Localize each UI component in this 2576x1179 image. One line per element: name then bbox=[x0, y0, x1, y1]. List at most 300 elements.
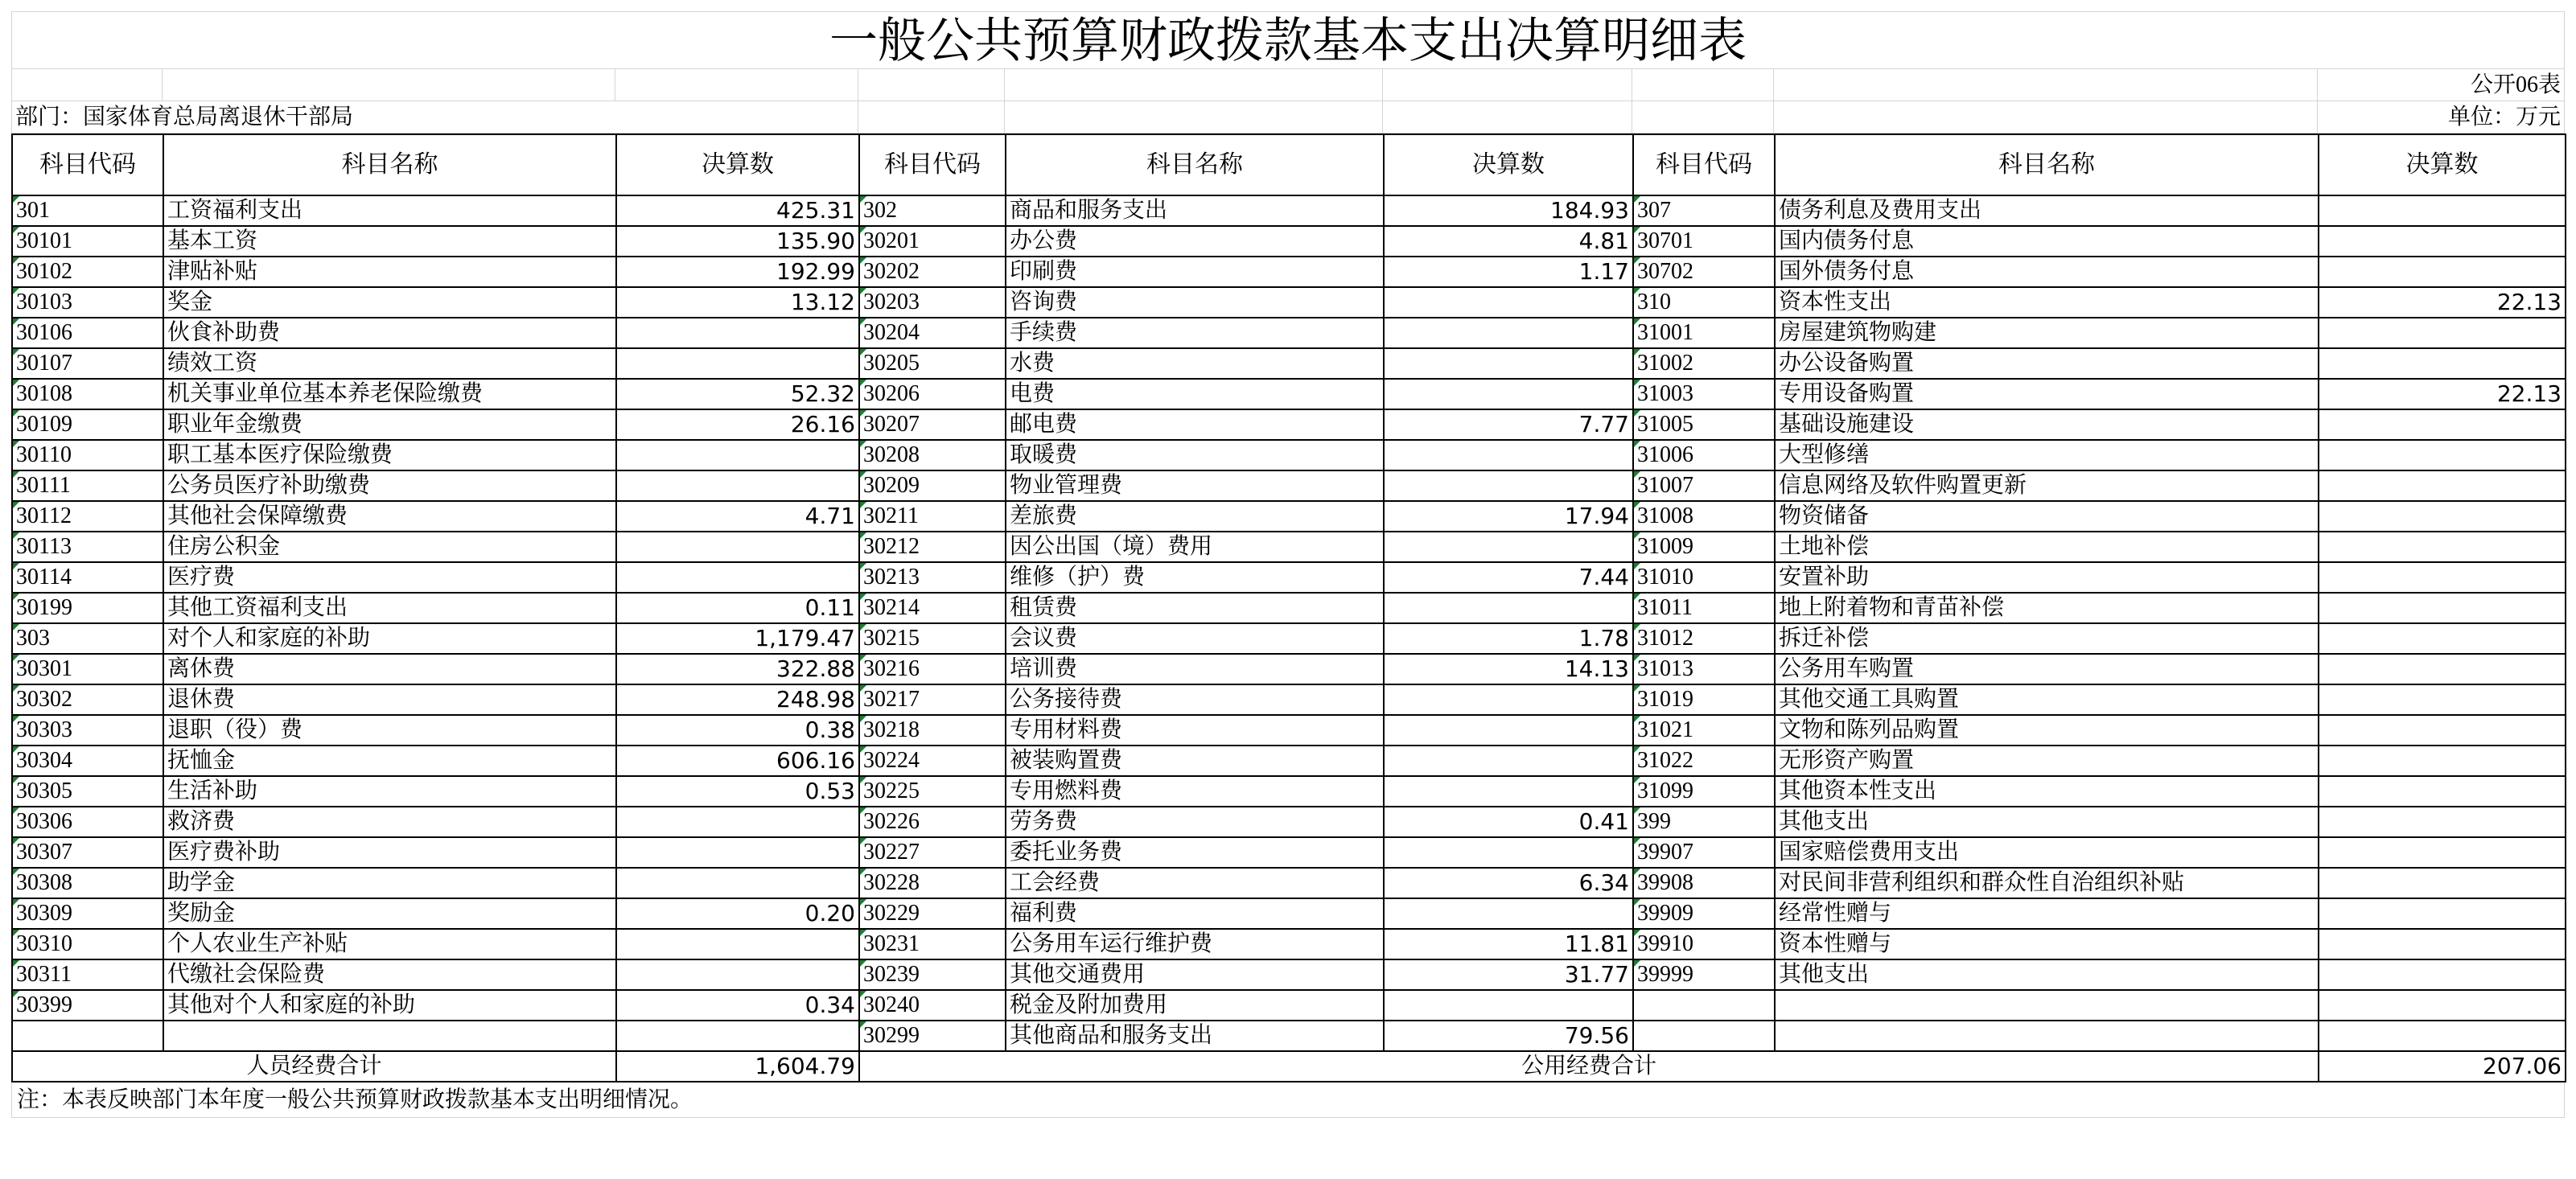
cell-code[interactable]: 30111 bbox=[12, 470, 163, 501]
cell-name[interactable]: 被装购置费 bbox=[1006, 746, 1384, 776]
cell-name[interactable]: 奖金 bbox=[163, 287, 616, 318]
cell-name[interactable]: 取暖费 bbox=[1006, 440, 1384, 470]
cell-amount[interactable]: 192.99 bbox=[616, 257, 859, 287]
cell-name[interactable]: 公务用车运行维护费 bbox=[1006, 929, 1384, 959]
cell-amount[interactable]: 1,179.47 bbox=[616, 623, 859, 654]
cell-name[interactable]: 国家赔偿费用支出 bbox=[1775, 837, 2319, 868]
cell-amount[interactable] bbox=[1384, 379, 1633, 409]
cell-amount[interactable]: 425.31 bbox=[616, 195, 859, 226]
cell-amount[interactable] bbox=[2319, 959, 2566, 990]
table-row bbox=[12, 868, 2566, 898]
table-row bbox=[12, 776, 2566, 807]
cell-code[interactable]: 31013 bbox=[1633, 654, 1775, 684]
cell-name[interactable]: 房屋建筑物购建 bbox=[1775, 318, 2319, 348]
table-row bbox=[12, 501, 2566, 532]
cell-code[interactable]: 30228 bbox=[859, 868, 1006, 898]
cell-name[interactable]: 其他支出 bbox=[1775, 959, 2319, 990]
cell-code[interactable]: 30211 bbox=[859, 501, 1006, 532]
cell-name[interactable]: 资本性赠与 bbox=[1775, 929, 2319, 959]
cell-name[interactable]: 专用燃料费 bbox=[1006, 776, 1384, 807]
cell-name[interactable]: 工会经费 bbox=[1006, 868, 1384, 898]
header-cell: 决算数 bbox=[1384, 134, 1633, 195]
cell-amount[interactable]: 0.38 bbox=[616, 715, 859, 746]
cell-amount[interactable] bbox=[2319, 318, 2566, 348]
cell-amount[interactable] bbox=[1384, 318, 1633, 348]
cell-amount[interactable] bbox=[2319, 684, 2566, 715]
cell-name[interactable]: 基础设施建设 bbox=[1775, 409, 2319, 440]
cell-code[interactable]: 30239 bbox=[859, 959, 1006, 990]
cell-code[interactable]: 31019 bbox=[1633, 684, 1775, 715]
cell-amount[interactable] bbox=[616, 532, 859, 562]
cell-name[interactable]: 绩效工资 bbox=[163, 348, 616, 379]
cell-name[interactable]: 退职（役）费 bbox=[163, 715, 616, 746]
cell-code[interactable]: 30110 bbox=[12, 440, 163, 470]
cell-code[interactable]: 39907 bbox=[1633, 837, 1775, 868]
cell-code[interactable]: 30302 bbox=[12, 684, 163, 715]
cell-amount[interactable]: 14.13 bbox=[1384, 654, 1633, 684]
cell-amount[interactable]: 1.78 bbox=[1384, 623, 1633, 654]
cell-name[interactable]: 其他资本性支出 bbox=[1775, 776, 2319, 807]
cell-name[interactable]: 离休费 bbox=[163, 654, 616, 684]
header-cell: 科目代码 bbox=[12, 134, 163, 195]
cell-amount[interactable] bbox=[2319, 623, 2566, 654]
cell-name[interactable]: 债务利息及费用支出 bbox=[1775, 195, 2319, 226]
cell-name[interactable]: 工资福利支出 bbox=[163, 195, 616, 226]
cell-amount[interactable]: 26.16 bbox=[616, 409, 859, 440]
cell-name[interactable]: 对民间非营利组织和群众性自治组织补贴 bbox=[1775, 868, 2319, 898]
cell-code[interactable]: 30307 bbox=[12, 837, 163, 868]
cell-code[interactable]: 30203 bbox=[859, 287, 1006, 318]
cell-code[interactable]: 30240 bbox=[859, 990, 1006, 1021]
cell-name[interactable]: 救济费 bbox=[163, 807, 616, 837]
cell-code[interactable]: 30112 bbox=[12, 501, 163, 532]
public-total-value: 207.06 bbox=[2319, 1051, 2566, 1082]
cell-amount[interactable] bbox=[1384, 684, 1633, 715]
cell-code[interactable]: 30217 bbox=[859, 684, 1006, 715]
cell-name[interactable]: 手续费 bbox=[1006, 318, 1384, 348]
cell-amount[interactable] bbox=[2319, 532, 2566, 562]
cell-code[interactable]: 30299 bbox=[859, 1021, 1006, 1051]
cell-code[interactable]: 30305 bbox=[12, 776, 163, 807]
cell-name[interactable]: 退休费 bbox=[163, 684, 616, 715]
cell-amount[interactable] bbox=[616, 318, 859, 348]
cell-name[interactable] bbox=[1775, 1021, 2319, 1051]
cell-name[interactable]: 培训费 bbox=[1006, 654, 1384, 684]
public-total-label: 公用经费合计 bbox=[859, 1051, 2319, 1082]
cell-name[interactable]: 信息网络及软件购置更新 bbox=[1775, 470, 2319, 501]
cell-amount[interactable] bbox=[2319, 470, 2566, 501]
cell-code[interactable]: 30306 bbox=[12, 807, 163, 837]
table-row bbox=[12, 746, 2566, 776]
table-row bbox=[12, 532, 2566, 562]
cell-amount[interactable]: 7.77 bbox=[1384, 409, 1633, 440]
header-cell: 科目代码 bbox=[859, 134, 1006, 195]
cell-amount[interactable] bbox=[1384, 715, 1633, 746]
cell-code[interactable]: 30701 bbox=[1633, 226, 1775, 257]
cell-amount[interactable] bbox=[2319, 929, 2566, 959]
cell-name[interactable]: 医疗费补助 bbox=[163, 837, 616, 868]
cell-amount[interactable] bbox=[616, 562, 859, 593]
table-row bbox=[12, 1021, 2566, 1051]
cell-name[interactable]: 其他对个人和家庭的补助 bbox=[163, 990, 616, 1021]
cell-amount[interactable]: 184.93 bbox=[1384, 195, 1633, 226]
cell-code[interactable]: 303 bbox=[12, 623, 163, 654]
cell-name[interactable]: 电费 bbox=[1006, 379, 1384, 409]
cell-name[interactable]: 委托业务费 bbox=[1006, 837, 1384, 868]
cell-amount[interactable] bbox=[2319, 440, 2566, 470]
cell-name[interactable]: 公务用车购置 bbox=[1775, 654, 2319, 684]
cell-amount[interactable] bbox=[616, 807, 859, 837]
cell-name[interactable]: 维修（护）费 bbox=[1006, 562, 1384, 593]
header-cell: 决算数 bbox=[2319, 134, 2566, 195]
cell-amount[interactable] bbox=[2319, 195, 2566, 226]
cell-amount[interactable]: 31.77 bbox=[1384, 959, 1633, 990]
cell-amount[interactable]: 22.13 bbox=[2319, 287, 2566, 318]
cell-name[interactable]: 其他商品和服务支出 bbox=[1006, 1021, 1384, 1051]
cell-amount[interactable]: 52.32 bbox=[616, 379, 859, 409]
cell-name[interactable]: 商品和服务支出 bbox=[1006, 195, 1384, 226]
cell-code[interactable]: 30308 bbox=[12, 868, 163, 898]
cell-code[interactable]: 31009 bbox=[1633, 532, 1775, 562]
table-row bbox=[12, 593, 2566, 623]
unit-label: 单位：万元 bbox=[2318, 101, 2565, 134]
totals-row bbox=[12, 1051, 2566, 1082]
cell-amount[interactable] bbox=[616, 868, 859, 898]
cell-code[interactable]: 30103 bbox=[12, 287, 163, 318]
table-row bbox=[12, 898, 2566, 929]
cell-code[interactable]: 31021 bbox=[1633, 715, 1775, 746]
cell-amount[interactable] bbox=[2319, 837, 2566, 868]
cell-code[interactable]: 30231 bbox=[859, 929, 1006, 959]
cell-name[interactable]: 土地补偿 bbox=[1775, 532, 2319, 562]
cell-name[interactable]: 职业年金缴费 bbox=[163, 409, 616, 440]
expense-table bbox=[11, 134, 2566, 1082]
personnel-total-label: 人员经费合计 bbox=[12, 1051, 616, 1082]
cell-code[interactable]: 30113 bbox=[12, 532, 163, 562]
table-row bbox=[12, 226, 2566, 257]
cell-amount[interactable]: 0.20 bbox=[616, 898, 859, 929]
cell-code[interactable]: 31001 bbox=[1633, 318, 1775, 348]
cell-code[interactable]: 30227 bbox=[859, 837, 1006, 868]
cell-amount[interactable] bbox=[1384, 990, 1633, 1021]
cell-name[interactable]: 专用设备购置 bbox=[1775, 379, 2319, 409]
cell-code[interactable]: 30225 bbox=[859, 776, 1006, 807]
table-row bbox=[12, 715, 2566, 746]
cell-name[interactable]: 福利费 bbox=[1006, 898, 1384, 929]
table-row bbox=[12, 348, 2566, 379]
cell-amount[interactable] bbox=[1384, 837, 1633, 868]
header-row bbox=[12, 134, 2566, 195]
meta-row bbox=[11, 101, 2565, 134]
cell-amount[interactable] bbox=[616, 440, 859, 470]
cell-code[interactable]: 31006 bbox=[1633, 440, 1775, 470]
cell-name[interactable]: 劳务费 bbox=[1006, 807, 1384, 837]
cell-name[interactable]: 地上附着物和青苗补偿 bbox=[1775, 593, 2319, 623]
cell-name[interactable]: 助学金 bbox=[163, 868, 616, 898]
cell-amount[interactable] bbox=[2319, 654, 2566, 684]
table-row bbox=[12, 257, 2566, 287]
cell-amount[interactable] bbox=[1384, 440, 1633, 470]
cell-amount[interactable] bbox=[1384, 287, 1633, 318]
spreadsheet bbox=[11, 11, 2565, 1118]
cell-name[interactable]: 大型修缮 bbox=[1775, 440, 2319, 470]
cell-amount[interactable] bbox=[2319, 409, 2566, 440]
cell-code[interactable]: 30212 bbox=[859, 532, 1006, 562]
cell-code[interactable]: 31002 bbox=[1633, 348, 1775, 379]
cell-name[interactable]: 住房公积金 bbox=[163, 532, 616, 562]
table-row bbox=[12, 318, 2566, 348]
cell-name[interactable]: 税金及附加费用 bbox=[1006, 990, 1384, 1021]
cell-code[interactable]: 30109 bbox=[12, 409, 163, 440]
cell-amount[interactable] bbox=[1384, 593, 1633, 623]
header-cell: 科目名称 bbox=[1775, 134, 2319, 195]
cell-code[interactable]: 30107 bbox=[12, 348, 163, 379]
cell-name[interactable]: 差旅费 bbox=[1006, 501, 1384, 532]
cell-amount[interactable] bbox=[616, 837, 859, 868]
cell-code[interactable]: 30304 bbox=[12, 746, 163, 776]
cell-code[interactable]: 30399 bbox=[12, 990, 163, 1021]
cell-amount[interactable] bbox=[616, 959, 859, 990]
cell-amount[interactable]: 248.98 bbox=[616, 684, 859, 715]
table-row bbox=[12, 287, 2566, 318]
cell-amount[interactable]: 7.44 bbox=[1384, 562, 1633, 593]
cell-amount[interactable] bbox=[1384, 532, 1633, 562]
cell-code[interactable]: 30199 bbox=[12, 593, 163, 623]
cell-name[interactable]: 邮电费 bbox=[1006, 409, 1384, 440]
department-label: 部门：国家体育总局离退休干部局 bbox=[11, 101, 858, 134]
cell-code[interactable]: 31010 bbox=[1633, 562, 1775, 593]
cell-code[interactable]: 30215 bbox=[859, 623, 1006, 654]
cell-amount[interactable]: 0.11 bbox=[616, 593, 859, 623]
cell-code[interactable]: 30301 bbox=[12, 654, 163, 684]
cell-amount[interactable] bbox=[1384, 746, 1633, 776]
cell-name[interactable] bbox=[163, 1021, 616, 1051]
cell-code[interactable]: 31007 bbox=[1633, 470, 1775, 501]
cell-code[interactable]: 30209 bbox=[859, 470, 1006, 501]
cell-name[interactable]: 公务接待费 bbox=[1006, 684, 1384, 715]
cell-name[interactable]: 其他交通工具购置 bbox=[1775, 684, 2319, 715]
cell-amount[interactable]: 0.34 bbox=[616, 990, 859, 1021]
cell-name[interactable]: 生活补助 bbox=[163, 776, 616, 807]
cell-name[interactable]: 其他社会保障缴费 bbox=[163, 501, 616, 532]
table-row bbox=[12, 409, 2566, 440]
cell-name[interactable]: 奖励金 bbox=[163, 898, 616, 929]
cell-name[interactable]: 伙食补助费 bbox=[163, 318, 616, 348]
cell-amount[interactable] bbox=[616, 470, 859, 501]
form-number-row bbox=[11, 69, 2565, 101]
cell-code[interactable]: 31012 bbox=[1633, 623, 1775, 654]
cell-code[interactable]: 30101 bbox=[12, 226, 163, 257]
cell-code[interactable]: 30311 bbox=[12, 959, 163, 990]
table-row bbox=[12, 684, 2566, 715]
cell-name[interactable]: 咨询费 bbox=[1006, 287, 1384, 318]
cell-amount[interactable]: 17.94 bbox=[1384, 501, 1633, 532]
cell-name[interactable]: 其他交通费用 bbox=[1006, 959, 1384, 990]
cell-amount[interactable] bbox=[1384, 470, 1633, 501]
cell-code[interactable]: 30226 bbox=[859, 807, 1006, 837]
cell-name[interactable]: 个人农业生产补贴 bbox=[163, 929, 616, 959]
table-title: 一般公共预算财政拨款基本支出决算明细表 bbox=[11, 11, 2565, 69]
cell-code[interactable]: 30303 bbox=[12, 715, 163, 746]
cell-amount[interactable] bbox=[2319, 898, 2566, 929]
cell-amount[interactable] bbox=[1384, 898, 1633, 929]
cell-name[interactable]: 印刷费 bbox=[1006, 257, 1384, 287]
cell-amount[interactable] bbox=[2319, 746, 2566, 776]
cell-amount[interactable] bbox=[2319, 776, 2566, 807]
cell-amount[interactable]: 4.81 bbox=[1384, 226, 1633, 257]
cell-code[interactable]: 39910 bbox=[1633, 929, 1775, 959]
cell-code[interactable]: 31005 bbox=[1633, 409, 1775, 440]
cell-code[interactable]: 30108 bbox=[12, 379, 163, 409]
cell-amount[interactable] bbox=[2319, 715, 2566, 746]
cell-code[interactable]: 30204 bbox=[859, 318, 1006, 348]
cell-amount[interactable] bbox=[2319, 807, 2566, 837]
cell-code[interactable]: 399 bbox=[1633, 807, 1775, 837]
cell-code[interactable] bbox=[1633, 1021, 1775, 1051]
cell-amount[interactable]: 606.16 bbox=[616, 746, 859, 776]
table-row bbox=[12, 623, 2566, 654]
cell-code[interactable]: 30206 bbox=[859, 379, 1006, 409]
cell-amount[interactable] bbox=[2319, 501, 2566, 532]
cell-code[interactable]: 30229 bbox=[859, 898, 1006, 929]
cell-code[interactable]: 31099 bbox=[1633, 776, 1775, 807]
cell-code[interactable]: 30208 bbox=[859, 440, 1006, 470]
cell-name[interactable]: 无形资产购置 bbox=[1775, 746, 2319, 776]
cell-name[interactable]: 拆迁补偿 bbox=[1775, 623, 2319, 654]
cell-amount[interactable]: 4.71 bbox=[616, 501, 859, 532]
cell-name[interactable]: 国外债务付息 bbox=[1775, 257, 2319, 287]
cell-code[interactable]: 301 bbox=[12, 195, 163, 226]
cell-code[interactable]: 30201 bbox=[859, 226, 1006, 257]
cell-name[interactable]: 津贴补贴 bbox=[163, 257, 616, 287]
cell-amount[interactable]: 1.17 bbox=[1384, 257, 1633, 287]
cell-name[interactable]: 对个人和家庭的补助 bbox=[163, 623, 616, 654]
cell-name[interactable]: 办公费 bbox=[1006, 226, 1384, 257]
cell-amount[interactable] bbox=[2319, 990, 2566, 1021]
cell-amount[interactable] bbox=[2319, 593, 2566, 623]
cell-code[interactable]: 31003 bbox=[1633, 379, 1775, 409]
cell-code[interactable]: 30213 bbox=[859, 562, 1006, 593]
cell-amount[interactable] bbox=[2319, 562, 2566, 593]
cell-code[interactable]: 30702 bbox=[1633, 257, 1775, 287]
cell-code[interactable]: 302 bbox=[859, 195, 1006, 226]
cell-amount[interactable] bbox=[616, 348, 859, 379]
cell-name[interactable]: 职工基本医疗保险缴费 bbox=[163, 440, 616, 470]
cell-code[interactable]: 30216 bbox=[859, 654, 1006, 684]
cell-amount[interactable]: 11.81 bbox=[1384, 929, 1633, 959]
cell-name[interactable]: 国内债务付息 bbox=[1775, 226, 2319, 257]
cell-amount[interactable]: 22.13 bbox=[2319, 379, 2566, 409]
cell-name[interactable]: 其他支出 bbox=[1775, 807, 2319, 837]
cell-name[interactable] bbox=[1775, 990, 2319, 1021]
cell-code[interactable]: 39999 bbox=[1633, 959, 1775, 990]
cell-code[interactable]: 30106 bbox=[12, 318, 163, 348]
header-cell: 科目名称 bbox=[1006, 134, 1384, 195]
cell-code[interactable] bbox=[12, 1021, 163, 1051]
cell-code[interactable]: 30207 bbox=[859, 409, 1006, 440]
cell-code[interactable]: 307 bbox=[1633, 195, 1775, 226]
table-row bbox=[12, 562, 2566, 593]
cell-name[interactable]: 代缴社会保险费 bbox=[163, 959, 616, 990]
cell-name[interactable]: 物业管理费 bbox=[1006, 470, 1384, 501]
table-row bbox=[12, 807, 2566, 837]
cell-code[interactable]: 30309 bbox=[12, 898, 163, 929]
cell-code[interactable]: 30102 bbox=[12, 257, 163, 287]
cell-code[interactable]: 30310 bbox=[12, 929, 163, 959]
cell-amount[interactable]: 13.12 bbox=[616, 287, 859, 318]
table-row bbox=[12, 654, 2566, 684]
cell-name[interactable]: 经常性赠与 bbox=[1775, 898, 2319, 929]
cell-name[interactable]: 会议费 bbox=[1006, 623, 1384, 654]
cell-name[interactable]: 因公出国（境）费用 bbox=[1006, 532, 1384, 562]
cell-name[interactable]: 租赁费 bbox=[1006, 593, 1384, 623]
cell-amount[interactable]: 0.41 bbox=[1384, 807, 1633, 837]
header-cell: 科目名称 bbox=[163, 134, 616, 195]
cell-amount[interactable]: 322.88 bbox=[616, 654, 859, 684]
cell-code[interactable]: 30205 bbox=[859, 348, 1006, 379]
cell-code[interactable]: 39909 bbox=[1633, 898, 1775, 929]
cell-name[interactable]: 物资储备 bbox=[1775, 501, 2319, 532]
header-cell: 决算数 bbox=[616, 134, 859, 195]
cell-name[interactable]: 资本性支出 bbox=[1775, 287, 2319, 318]
cell-amount[interactable] bbox=[2319, 868, 2566, 898]
cell-name[interactable]: 安置补助 bbox=[1775, 562, 2319, 593]
cell-amount[interactable] bbox=[2319, 226, 2566, 257]
cell-amount[interactable] bbox=[2319, 348, 2566, 379]
cell-name[interactable]: 医疗费 bbox=[163, 562, 616, 593]
cell-amount[interactable] bbox=[2319, 1021, 2566, 1051]
cell-amount[interactable] bbox=[2319, 257, 2566, 287]
cell-name[interactable]: 办公设备购置 bbox=[1775, 348, 2319, 379]
cell-amount[interactable]: 79.56 bbox=[1384, 1021, 1633, 1051]
table-row bbox=[12, 195, 2566, 226]
cell-amount[interactable] bbox=[616, 929, 859, 959]
cell-name[interactable]: 抚恤金 bbox=[163, 746, 616, 776]
cell-code[interactable]: 31022 bbox=[1633, 746, 1775, 776]
cell-name[interactable]: 其他工资福利支出 bbox=[163, 593, 616, 623]
cell-amount[interactable]: 0.53 bbox=[616, 776, 859, 807]
cell-amount[interactable] bbox=[1384, 776, 1633, 807]
cell-name[interactable]: 水费 bbox=[1006, 348, 1384, 379]
cell-amount[interactable]: 6.34 bbox=[1384, 868, 1633, 898]
cell-code[interactable] bbox=[1633, 990, 1775, 1021]
cell-code[interactable]: 30224 bbox=[859, 746, 1006, 776]
table-row bbox=[12, 959, 2566, 990]
cell-code[interactable]: 31008 bbox=[1633, 501, 1775, 532]
cell-name[interactable]: 机关事业单位基本养老保险缴费 bbox=[163, 379, 616, 409]
cell-code[interactable]: 30214 bbox=[859, 593, 1006, 623]
cell-code[interactable]: 31011 bbox=[1633, 593, 1775, 623]
cell-amount[interactable] bbox=[1384, 348, 1633, 379]
cell-name[interactable]: 基本工资 bbox=[163, 226, 616, 257]
footnote: 注：本表反映部门本年度一般公共预算财政拨款基本支出明细情况。 bbox=[11, 1082, 2565, 1118]
cell-code[interactable]: 310 bbox=[1633, 287, 1775, 318]
cell-amount[interactable]: 135.90 bbox=[616, 226, 859, 257]
cell-code[interactable]: 30218 bbox=[859, 715, 1006, 746]
cell-amount[interactable] bbox=[616, 1021, 859, 1051]
table-row bbox=[12, 929, 2566, 959]
cell-code[interactable]: 30114 bbox=[12, 562, 163, 593]
cell-code[interactable]: 30202 bbox=[859, 257, 1006, 287]
cell-name[interactable]: 专用材料费 bbox=[1006, 715, 1384, 746]
form-number: 公开06表 bbox=[2318, 69, 2565, 101]
cell-code[interactable]: 39908 bbox=[1633, 868, 1775, 898]
table-row bbox=[12, 837, 2566, 868]
cell-name[interactable]: 公务员医疗补助缴费 bbox=[163, 470, 616, 501]
cell-name[interactable]: 文物和陈列品购置 bbox=[1775, 715, 2319, 746]
table-row bbox=[12, 379, 2566, 409]
personnel-total-value: 1,604.79 bbox=[616, 1051, 859, 1082]
